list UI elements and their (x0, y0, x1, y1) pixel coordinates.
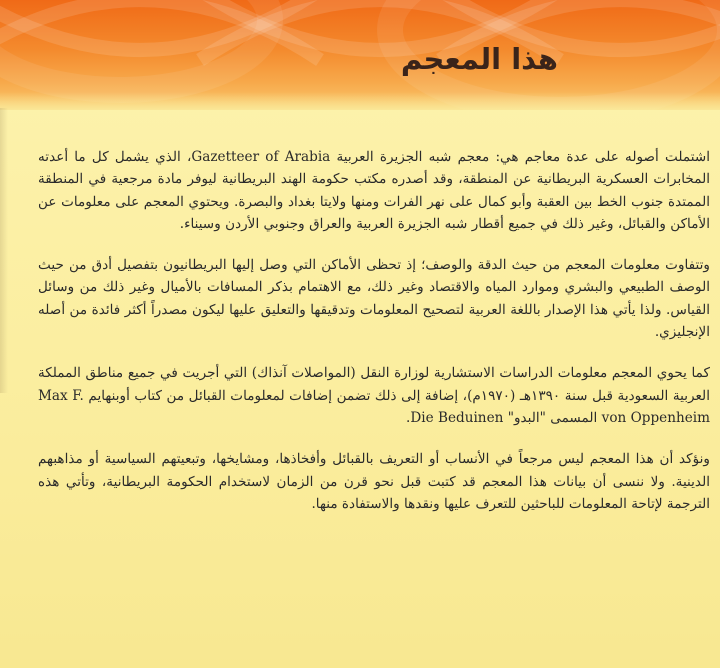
page-edge-shadow (0, 108, 8, 393)
paragraph-3: كما يحوي المعجم معلومات الدراسات الاستشارية لوزارة النقل (المواصلات آنذاك) التي أجريت في جميع مناطق المملكة العربية السعودية قبل سنة ١٣٩٠هـ (١٩٧٠م)، إضافة إلى ذلك تضمن إضافات لمعلومات القبائل من كتاب أوبنهايم Max F. von Oppenheim المسمى "البدو" Die Beduinen. (38, 365, 710, 426)
paragraph-1: اشتملت أصوله على عدة معاجم هي: معجم شبه الجزيرة العربية Gazetteer of Arabia، الذي يشمل كل ما أعدته المخابرات العسكرية البريطانية عن المنطقة، وقد أصدره مكتب حكومة الهند البريطانية ليوفر مادة مرجعية في المنطقة الممتدة جنوب الخط بين العقبة وأبو كمال على نهر الفرات ومنها ولايتا بغداد والبصرة. ويحتوي المعجم على معلومات عن الأماكن والقبائل، وغير ذلك في جميع أقطار شبه الجزيرة العربية والعراق وجنوبي الأردن وسيناء. (38, 149, 710, 232)
paragraph-2: وتتفاوت معلومات المعجم من حيث الدقة والوصف؛ إذ تحظى الأماكن التي وصل إليها البريطانيون بتفصيل أدق من حيث الوصف الطبيعي والبشري وموارد المياه والاقتصاد وغير ذلك، مع الاهتمام بذكر المسافات بالأميال وغير ذلك من وسائل القياس. ولذا يأتي هذا الإصدار باللغة العربية لتصحيح المعلومات وتدقيقها والتعليق عليها ليكون مصدراً أكثر فائدة من أصله الإنجليزي. (38, 257, 710, 341)
header-banner (0, 0, 720, 110)
header-fade (0, 92, 720, 110)
article-body (38, 146, 710, 534)
paragraph-4: ونؤكد أن هذا المعجم ليس مرجعاً في الأنساب أو التعريف بالقبائل وأفخاذها، ومشايخها، وتبعيتهم السياسية أو مذاهبهم الدينية. ولا ننسى أن بيانات هذا المعجم قد كتبت قبل نحو قرن من الزمان لاستخدام الحكومة البريطانية، وتأتي هذه الترجمة لإتاحة المعلومات للباحثين للتعرف عليها ونقدها والاستفادة منها. (38, 451, 710, 512)
page-title: هذا المعجم (400, 42, 558, 76)
